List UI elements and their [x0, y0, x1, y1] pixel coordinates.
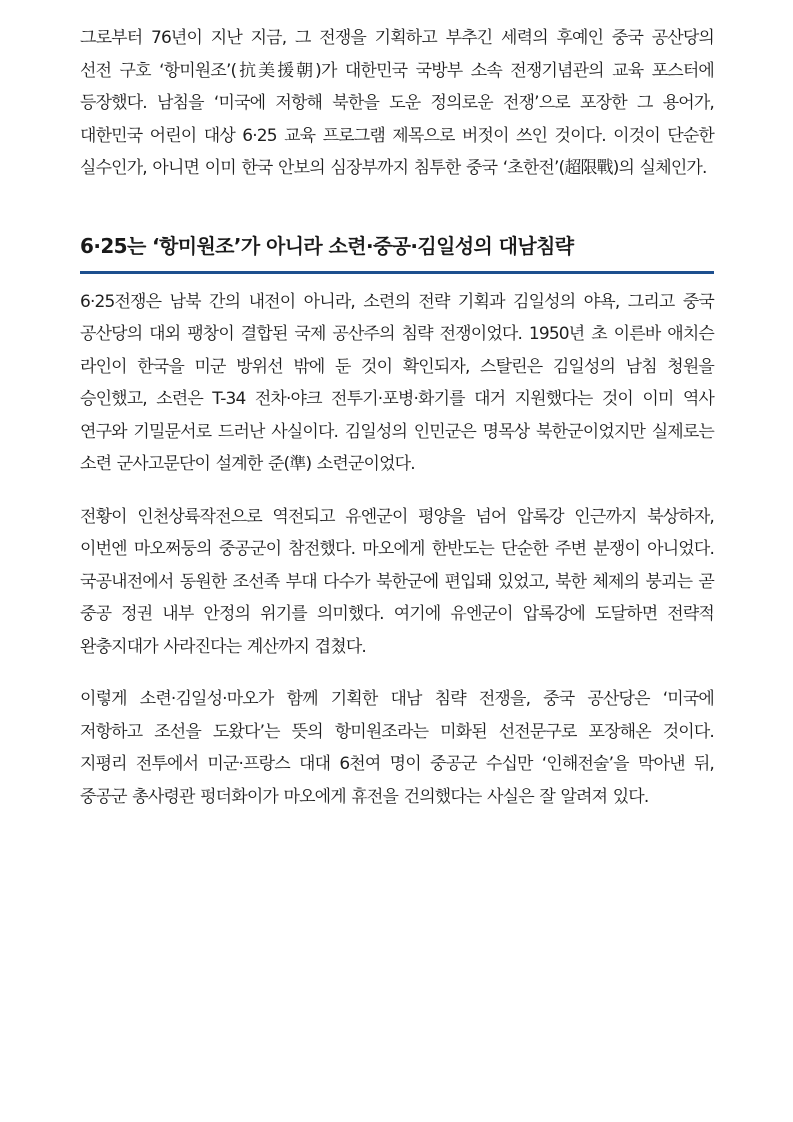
section-heading: 6·25는 ‘항미원조’가 아니라 소련·중공·김일성의 대남침략 [80, 233, 574, 258]
intro-paragraph: 그로부터 76년이 지난 지금, 그 전쟁을 기획하고 부추긴 세력의 후예인 중국 공산당의 선전 구호 ‘항미원조’(抗美援朝)가 대한민국 국방부 소속 전쟁기념관의 교육 포스터에 등장했다. 남침을 ‘미국에 저항해 북한을 도운 정의로운 전쟁’으로 포장한 그 용어가, 대한민국 어린이 대상 6·25 교육 프로그램 제목으로 버젓이 쓰인 것이다. 이것이 단순한 실수인가, 아니면 이미 한국 안보의 심장부까지 침투한 중국 ‘초한전’(超限戰)의 실체인가. [80, 28, 714, 178]
section-paragraph-3: 이렇게 소련·김일성·마오가 함께 기획한 대남 침략 전쟁을, 중국 공산당은 ‘미국에 저항하고 조선을 도왔다’는 뜻의 항미원조라는 미화된 선전문구로 포장해온 것이다. 지평리 전투에서 미군·프랑스 대대 6천여 명이 중공군 수십만 ‘인해전술’을 막아낸 뒤, 중공군 총사령관 펑더화이가 마오에게 휴전을 건의했다는 사실은 잘 알려져 있다. [80, 689, 714, 807]
section-paragraph-2: 전황이 인천상륙작전으로 역전되고 유엔군이 평양을 넘어 압록강 인근까지 북상하자, 이번엔 마오쩌둥의 중공군이 참전했다. 마오에게 한반도는 단순한 주변 분쟁이 아니었다. 국공내전에서 동원한 조선족 부대 다수가 북한군에 편입돼 있었고, 북한 체제의 붕괴는 곧 중공 정권 내부 안정의 위기를 의미했다. 여기에 유엔군이 압록강에 도달하면 전략적 완충지대가 사라진다는 계산까지 겹쳤다. [80, 506, 714, 657]
paragraph-spacer [80, 481, 714, 501]
paragraph-spacer [80, 663, 714, 683]
article-body [80, 22, 714, 813]
section-heading-underline [80, 271, 714, 274]
section-paragraph-1: 6·25전쟁은 남북 간의 내전이 아니라, 소련의 전략 기획과 김일성의 야욕, 그리고 중국 공산당의 대외 팽창이 결합된 국제 공산주의 침략 전쟁이었다. 1950년 초 이른바 애치슨 라인이 한국을 미군 방위선 밖에 둔 것이 확인되자, 스탈린은 김일성의 남침 청원을 승인했고, 소련은 T-34 전차·야크 전투기·포병·화기를 대거 지원했다는 것이 이미 역사 연구와 기밀문서로 드러난 사실이다. 김일성의 인민군은 명목상 북한군이었지만 실제로는 소련 군사고문단이 설계한 준(準) 소련군이었다. [80, 291, 714, 474]
